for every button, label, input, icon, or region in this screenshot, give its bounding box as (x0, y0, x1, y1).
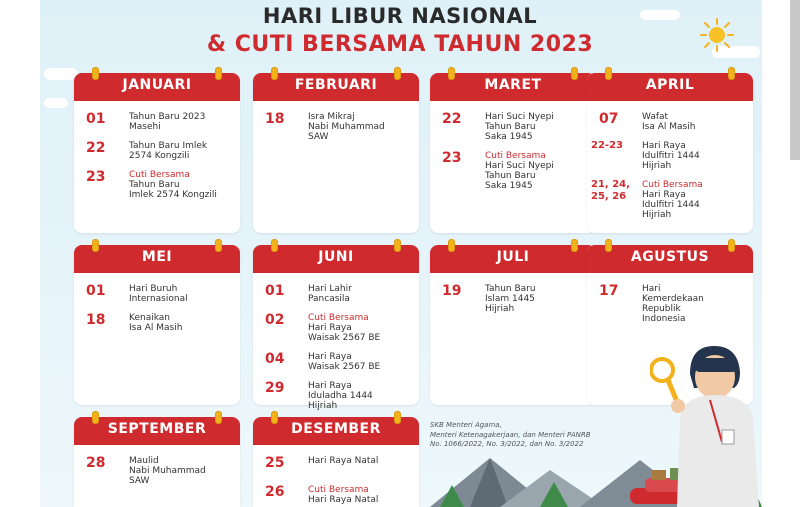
holiday-name-line: Hari Raya Natal (308, 456, 379, 466)
holiday-name-line: Hijriah (308, 401, 338, 411)
cuti-bersama-label: Cuti Bersama (308, 313, 369, 323)
holiday-name-line: Isra Mikraj (308, 112, 355, 122)
note-line: SKB Menteri Agama, (430, 421, 502, 429)
holiday-description (308, 112, 416, 142)
holiday-date: 01 (86, 283, 106, 299)
holiday-name-line: Hari Raya (308, 352, 352, 362)
holiday-name-line: SAW (308, 132, 329, 142)
holiday-description (308, 456, 416, 466)
holiday-description (129, 112, 237, 132)
month-card-7 (430, 245, 596, 405)
holiday-description (642, 141, 750, 171)
month-header (587, 73, 753, 101)
holiday-name-line: Hari Raya (642, 141, 686, 151)
holiday-description (485, 151, 593, 191)
holiday-description (485, 284, 593, 314)
holiday-date: 22 (442, 111, 462, 127)
holiday-name-line: Idulfitri 1444 (642, 200, 700, 210)
month-header (253, 73, 419, 101)
scrollbar-thumb[interactable] (790, 0, 800, 160)
note-line: Menteri Ketenagakerjaan, dan Menteri PANRB (430, 430, 591, 439)
holiday-name-line: Idulfitri 1444 (642, 151, 700, 161)
month-name: JULI (496, 249, 530, 265)
holiday-name-line: Hari Lahir (308, 284, 352, 294)
holiday-date: 07 (599, 111, 619, 127)
holiday-name-line: Nabi Muhammad (308, 122, 385, 132)
month-card-10 (253, 417, 419, 507)
holiday-name-line: Waisak 2567 BE (308, 362, 381, 372)
holiday-name-line: Internasional (129, 294, 188, 304)
holiday-date: 28 (86, 455, 106, 471)
month-card-5 (74, 245, 240, 405)
month-card-4 (587, 73, 753, 233)
holiday-description (642, 180, 750, 220)
holiday-name-line: Isa Al Masih (129, 323, 183, 333)
holiday-name-line: Hari Suci Nyepi (485, 112, 554, 122)
holiday-name-line: Kemerdekaan (642, 294, 704, 304)
holiday-name-line: Tahun Baru Imlek (129, 141, 208, 151)
holiday-name-line: Indonesia (642, 314, 686, 324)
holiday-date: 21, 24, 25, 26 (591, 179, 630, 202)
holiday-name-line: Hijriah (642, 210, 672, 220)
cuti-bersama-label: Cuti Bersama (129, 170, 190, 180)
holiday-description (129, 284, 237, 304)
holiday-name-line: Tahun Baru (485, 122, 536, 132)
holiday-name-line: Maulid (129, 456, 159, 466)
holiday-name-line: Nabi Muhammad (129, 466, 206, 476)
month-card-2 (253, 73, 419, 233)
poster-title: HARI LIBUR NASIONAL (262, 4, 538, 28)
holiday-name-line: Imlek 2574 Kongzili (129, 190, 217, 200)
holiday-name-line: SAW (129, 476, 150, 486)
month-name: MEI (141, 249, 173, 265)
holiday-date: 02 (265, 312, 285, 328)
holiday-name-line: Waisak 2567 BE (308, 333, 381, 343)
holiday-description (308, 284, 416, 304)
month-name: JANUARI (122, 77, 192, 93)
month-card-1 (74, 73, 240, 233)
month-name: APRIL (645, 77, 695, 93)
holiday-date: 18 (86, 312, 106, 328)
cuti-bersama-label: Cuti Bersama (642, 180, 703, 190)
holiday-description (129, 170, 237, 200)
holiday-date: 29 (265, 380, 285, 396)
note-line: No. 1066/2022, No. 3/2022, dan No. 3/2022 (430, 440, 584, 448)
holiday-name-line: Hari Raya Natal (308, 495, 379, 505)
holiday-name-line: Wafat (642, 112, 669, 122)
cuti-bersama-label: Cuti Bersama (308, 485, 369, 495)
holiday-name-line: Hari Raya (308, 381, 352, 391)
holiday-date: 04 (265, 351, 285, 367)
holiday-name-line: 2574 Kongzili (129, 151, 190, 161)
holiday-name-line: Tahun Baru 2023 (129, 112, 206, 122)
holiday-date: 22-23 (591, 140, 623, 151)
month-name: MARET (484, 77, 542, 93)
holiday-name-line: Hari Suci Nyepi (485, 161, 554, 171)
holiday-date: 22 (86, 140, 106, 156)
holiday-name-line: Hijriah (485, 304, 515, 314)
holiday-name-line: Hari Buruh (129, 284, 178, 294)
month-card-9 (74, 417, 240, 507)
month-header (74, 245, 240, 273)
holiday-description (129, 141, 237, 161)
holiday-date: 01 (86, 111, 106, 127)
holiday-name-line: Masehi (129, 122, 161, 132)
holiday-date: 18 (265, 111, 285, 127)
holiday-name-line: Hari Raya (642, 190, 686, 200)
holiday-name-line: Hari (642, 284, 661, 294)
month-header (430, 73, 596, 101)
month-header (74, 417, 240, 445)
month-header (430, 245, 596, 273)
holiday-name-line: Hari Raya (308, 323, 352, 333)
holiday-name-line: Hijriah (642, 161, 672, 171)
holiday-date: 19 (442, 283, 462, 299)
holiday-date: 17 (599, 283, 619, 299)
month-name: FEBRUARI (294, 77, 378, 93)
month-header (253, 245, 419, 273)
holiday-description (308, 313, 416, 343)
poster-subtitle: & CUTI BERSAMA TAHUN 2023 (206, 32, 594, 57)
holiday-description (308, 381, 416, 411)
holiday-name-line: Iduladha 1444 (308, 391, 373, 401)
month-card-6 (253, 245, 419, 411)
holiday-name-line: Saka 1945 (485, 181, 533, 191)
holiday-date: 26 (265, 484, 285, 500)
cuti-bersama-label: Cuti Bersama (485, 151, 546, 161)
month-header (74, 73, 240, 101)
month-header (253, 417, 419, 445)
holiday-name-line: Republik (642, 304, 681, 314)
holiday-name-line: Saka 1945 (485, 132, 533, 142)
holiday-description (129, 313, 237, 333)
holiday-description (642, 284, 750, 324)
left-margin (0, 0, 40, 507)
cloud-decoration (44, 68, 78, 80)
holiday-date: 23 (86, 169, 106, 185)
cloud-decoration (44, 98, 68, 108)
holiday-description (308, 485, 416, 505)
month-header (587, 245, 753, 273)
holiday-date: 23 (442, 150, 462, 166)
month-card-3 (430, 73, 596, 233)
holiday-name-line: Islam 1445 (485, 294, 535, 304)
holiday-description (485, 112, 593, 142)
holiday-date: 25 (265, 455, 285, 471)
month-name: AGUSTUS (630, 249, 710, 265)
month-name: JUNI (318, 249, 354, 265)
holiday-name-line: Tahun Baru (485, 171, 536, 181)
holiday-name-line: Tahun Baru (129, 180, 180, 190)
holiday-name-line: Tahun Baru (485, 284, 536, 294)
person-illustration (650, 322, 765, 507)
holiday-name-line: Isa Al Masih (642, 122, 696, 132)
holiday-description (129, 456, 237, 486)
holiday-description (642, 112, 750, 132)
holiday-date: 01 (265, 283, 285, 299)
holiday-description (308, 352, 416, 372)
month-name: SEPTEMBER (107, 421, 207, 437)
holiday-name-line: Kenaikan (129, 313, 170, 323)
month-name: DESEMBER (291, 421, 381, 437)
holiday-name-line: Pancasila (308, 294, 350, 304)
